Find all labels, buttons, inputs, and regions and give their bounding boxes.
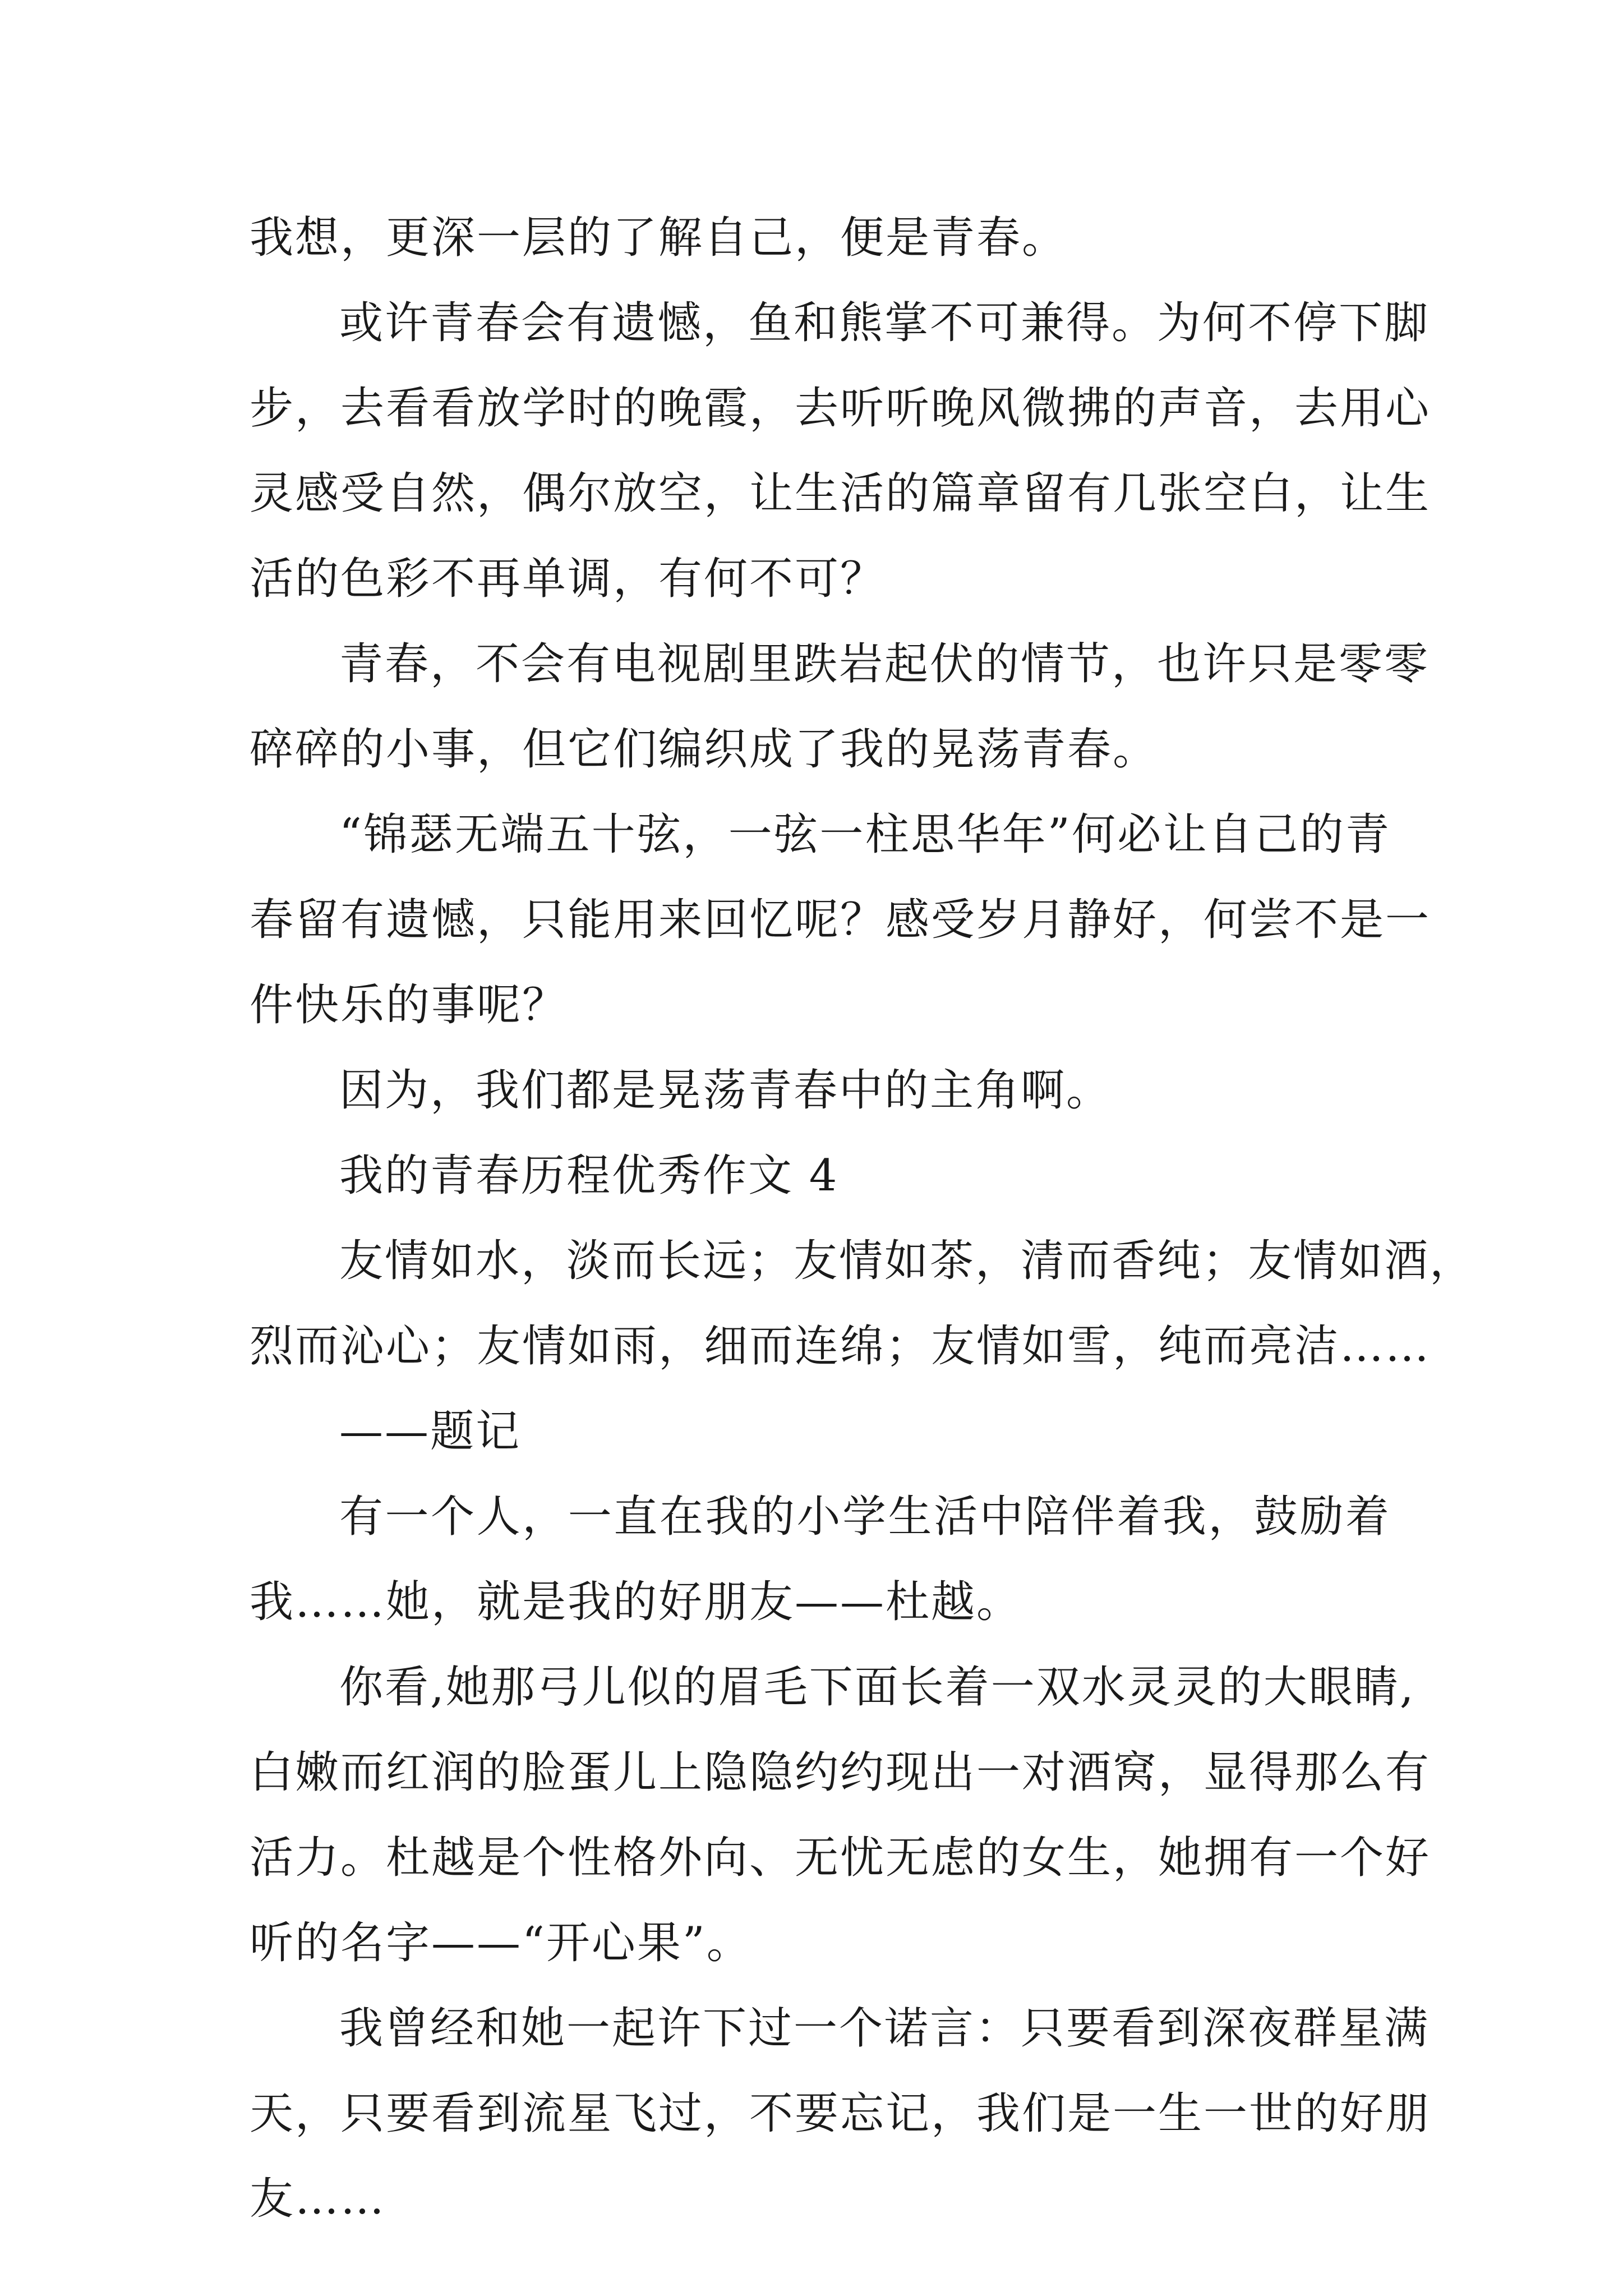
epigraph-attribution: ——题记 [339, 1406, 522, 1457]
text-line: 灵感受自然，偶尔放空，让生活的篇章留有几张空白，让生 [250, 468, 1431, 519]
text-line: 你看,她那弓儿似的眉毛下面长着一双水灵灵的大眼睛, [339, 1662, 1415, 1713]
text-line: “锦瑟无端五十弦，一弦一柱思华年”何必让自己的青 [339, 809, 1391, 860]
text-line: 听的名字——“开心果”。 [250, 1918, 752, 1968]
text-line: 友情如水，淡而长远；友情如茶，清而香纯；友情如酒， [339, 1236, 1476, 1286]
text-line: 我……她，就是我的好朋友——杜越。 [250, 1577, 1022, 1627]
text-line: 活力。杜越是个性格外向、无忧无虑的女生，她拥有一个好 [250, 1833, 1431, 1883]
text-line: 活的色彩不再单调，有何不可？ [250, 554, 886, 604]
section-heading: 我的青春历程优秀作文 4 [339, 1151, 839, 1201]
text-line: 白嫩而红润的脸蛋儿上隐隐约约现出一对酒窝，显得那么有 [250, 1747, 1431, 1798]
text-line: 有一个人，一直在我的小学生活中陪伴着我，鼓励着 [339, 1492, 1391, 1542]
text-line: 件快乐的事呢？ [250, 980, 568, 1030]
text-line: 我想，更深一层的了解自己，便是青春。 [250, 213, 1068, 263]
text-line: 友…… [250, 2174, 386, 2224]
text-line: 我曾经和她一起许下过一个诺言：只要看到深夜群星满 [339, 2003, 1430, 2054]
text-line: 天，只要看到流星飞过，不要忘记，我们是一生一世的好朋 [250, 2088, 1431, 2139]
text-line: 春留有遗憾，只能用来回忆呢？感受岁月静好，何尝不是一 [250, 895, 1431, 945]
text-line: 因为，我们都是晃荡青春中的主角啊。 [339, 1065, 1112, 1116]
document-body [250, 195, 1476, 2242]
text-line: 烈而沁心；友情如雨，细而连绵；友情如雪，纯而亮洁…… [250, 1321, 1431, 1372]
text-line: 碎碎的小事，但它们编织成了我的晃荡青春。 [250, 724, 1159, 775]
text-line: 或许青春会有遗憾，鱼和熊掌不可兼得。为何不停下脚 [339, 298, 1430, 348]
text-line: 青春，不会有电视剧里跌岩起伏的情节，也许只是零零 [339, 639, 1430, 689]
text-line: 步，去看看放学时的晚霞，去听听晚风微拂的声音，去用心 [250, 383, 1431, 434]
